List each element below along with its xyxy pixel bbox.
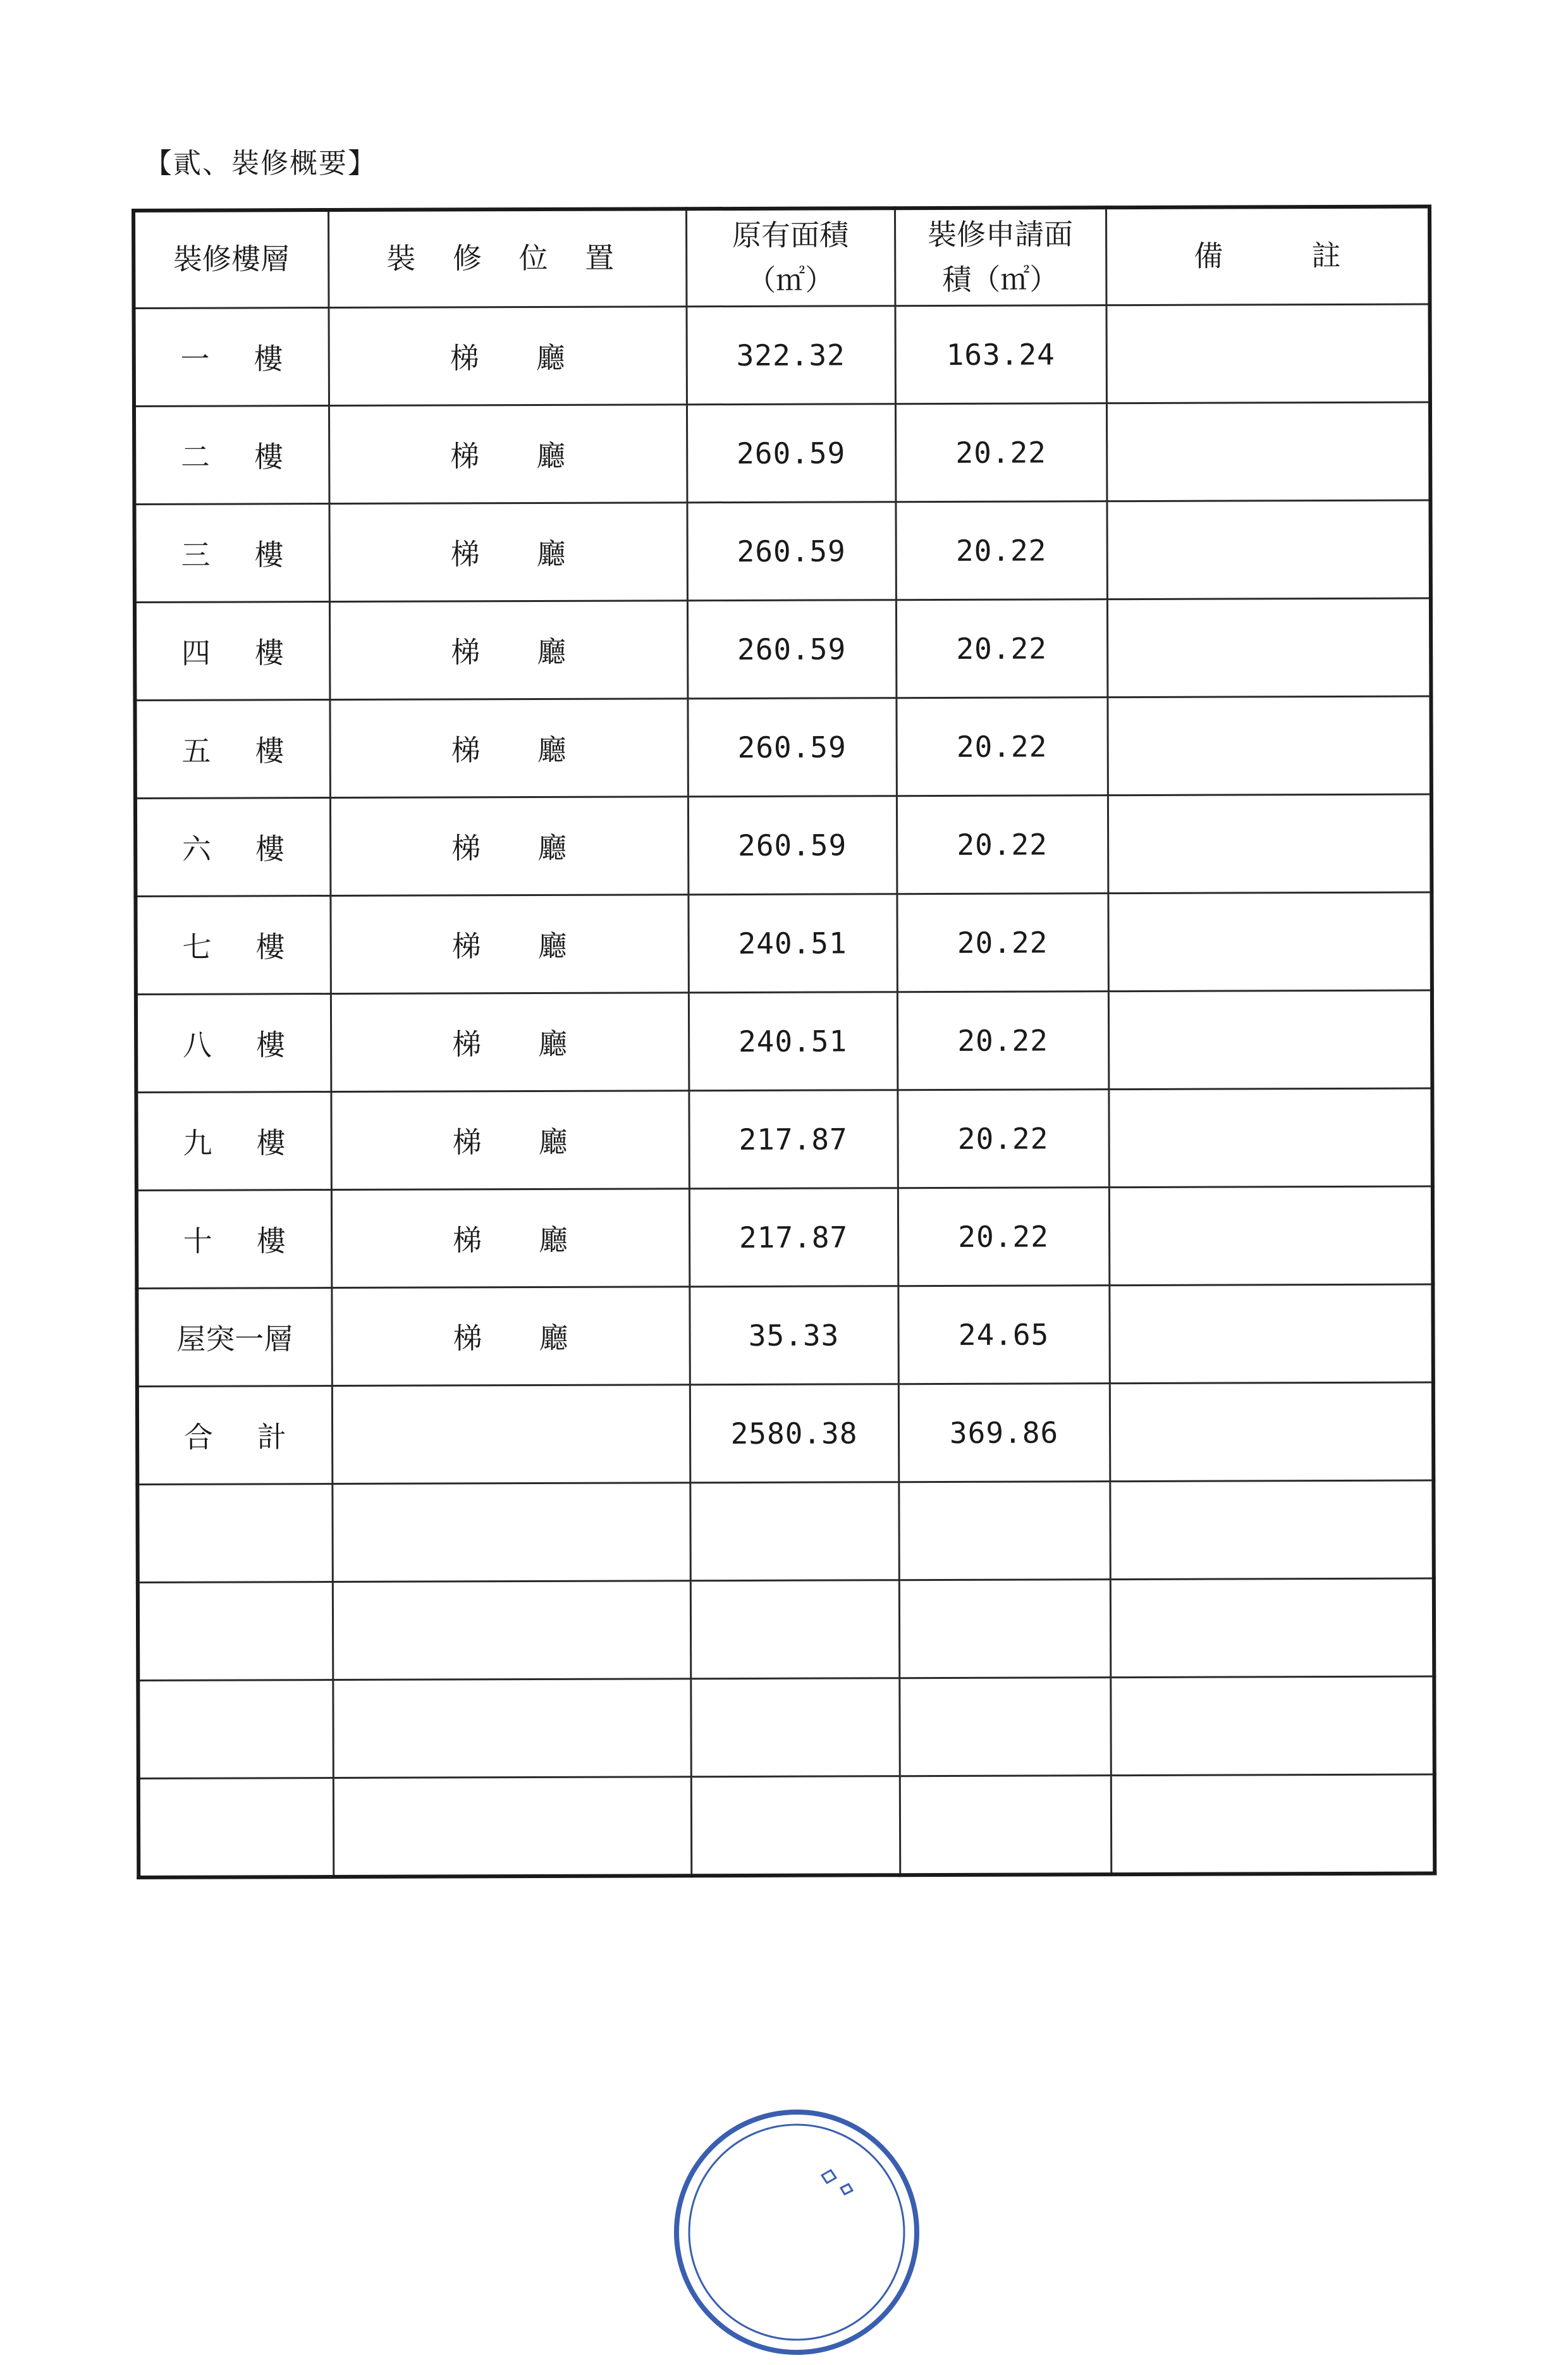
position-label-part: 梯	[451, 831, 481, 866]
floor-label-part: 五	[181, 734, 211, 768]
table-row	[135, 696, 1431, 798]
total-position-cell	[332, 1385, 690, 1484]
original-area-cell	[689, 1286, 898, 1385]
header-original-area-label: 原有面積	[732, 218, 849, 252]
total-label-part: 合	[183, 1420, 213, 1454]
applied-area-cell	[895, 305, 1106, 404]
original-area-cell	[689, 992, 897, 1091]
position-label-part: 梯	[452, 1125, 482, 1160]
position-cell	[329, 699, 687, 798]
header-floor	[133, 210, 328, 308]
table-row	[134, 500, 1430, 602]
position-cell	[331, 1091, 689, 1190]
blank-cell	[899, 1678, 1110, 1776]
original-area-value: 260.59	[737, 534, 846, 568]
original-area-value: 260.59	[737, 730, 847, 765]
original-area-cell	[686, 306, 895, 405]
header-applied-area	[895, 207, 1106, 306]
floor-label-part: 七	[182, 930, 212, 964]
position-label-part: 廳	[538, 1026, 568, 1061]
blank-cell	[138, 1582, 333, 1681]
applied-area-value: 24.65	[958, 1317, 1050, 1352]
applied-area-cell	[898, 1286, 1109, 1384]
renovation-summary-table	[132, 205, 1436, 1879]
blank-cell	[137, 1484, 332, 1583]
applied-area-value: 20.22	[957, 925, 1048, 960]
floor-cell	[136, 1092, 331, 1191]
total-row	[137, 1382, 1433, 1484]
applied-area-value: 20.22	[957, 1121, 1049, 1156]
original-area-value: 260.59	[737, 436, 846, 470]
position-cell	[328, 307, 686, 406]
applied-area-value: 20.22	[955, 435, 1047, 470]
total-applied-value: 369.86	[949, 1415, 1059, 1450]
floor-label-part: 樓	[255, 734, 285, 768]
total-original-value: 2580.38	[730, 1416, 858, 1451]
position-cell	[329, 503, 687, 602]
floor-label-part: 一	[180, 341, 210, 376]
floor-cell	[134, 504, 329, 603]
floor-cell	[133, 308, 328, 407]
floor-label-part: 樓	[256, 1126, 286, 1160]
original-area-value: 260.59	[737, 828, 847, 863]
floor-cell	[137, 1190, 331, 1289]
header-original-area-unit: （㎡）	[747, 262, 835, 297]
blank-cell	[332, 1483, 690, 1582]
table-body	[133, 304, 1435, 1877]
position-label-part: 梯	[452, 1027, 482, 1062]
blank-cell	[690, 1482, 898, 1581]
applied-area-cell	[895, 403, 1106, 502]
original-area-value: 240.51	[738, 926, 847, 961]
table-row	[137, 1284, 1433, 1386]
floor-label-part: 樓	[254, 439, 284, 474]
blank-row	[138, 1774, 1435, 1877]
applied-area-cell	[898, 1188, 1109, 1286]
position-label-part: 梯	[451, 733, 481, 768]
original-area-cell	[687, 502, 895, 601]
original-area-cell	[687, 600, 896, 699]
original-area-cell	[689, 1090, 897, 1189]
remarks-cell	[1108, 990, 1432, 1090]
table-header-row	[133, 207, 1430, 309]
blank-cell	[1110, 1480, 1433, 1580]
position-label-part: 廳	[539, 1320, 568, 1355]
remarks-cell	[1108, 794, 1431, 894]
total-applied-cell	[898, 1384, 1110, 1482]
position-label-part: 廳	[536, 536, 566, 571]
original-area-cell	[687, 698, 896, 797]
applied-area-cell	[897, 1090, 1108, 1188]
floor-label-part: 樓	[254, 341, 283, 376]
official-seal-stamp	[664, 2099, 929, 2365]
applied-area-cell	[896, 599, 1107, 698]
applied-area-value: 20.22	[956, 631, 1048, 666]
applied-area-value: 20.22	[957, 1023, 1048, 1058]
floor-label-part: 十	[183, 1224, 212, 1258]
table-row	[133, 304, 1430, 406]
applied-area-value: 20.22	[958, 1219, 1049, 1254]
remarks-cell	[1106, 304, 1430, 403]
position-label-part: 廳	[537, 830, 567, 865]
blank-cell	[900, 1776, 1111, 1876]
blank-cell	[138, 1680, 333, 1779]
original-area-value: 217.87	[738, 1122, 848, 1157]
blank-cell	[333, 1679, 690, 1778]
position-label-part: 梯	[450, 537, 480, 572]
table-row	[137, 1186, 1433, 1288]
remarks-cell	[1109, 1284, 1433, 1384]
header-remarks-right: 註	[1311, 238, 1341, 273]
header-floor-label: 裝修樓層	[173, 242, 290, 277]
table-row	[136, 1088, 1432, 1190]
remarks-cell	[1107, 696, 1431, 796]
remarks-cell	[1108, 1088, 1432, 1188]
floor-label-part: 三	[181, 538, 211, 572]
applied-area-cell	[897, 894, 1108, 992]
original-area-value: 260.59	[737, 632, 847, 666]
blank-cell	[690, 1678, 899, 1777]
original-area-value: 322.32	[736, 338, 845, 372]
position-label-part: 梯	[453, 1223, 482, 1258]
blank-row	[137, 1480, 1433, 1582]
floor-cell	[135, 602, 329, 701]
position-cell	[329, 405, 687, 504]
header-remarks-left: 備	[1194, 238, 1223, 274]
table-row	[135, 598, 1431, 700]
floor-cell	[135, 700, 329, 799]
position-label-part: 廳	[536, 438, 566, 473]
floor-cell	[134, 406, 329, 505]
header-position-label: 裝 修 位 置	[386, 240, 628, 276]
floor-label-part: 樓	[254, 538, 284, 572]
original-area-cell	[688, 894, 897, 993]
position-label-part: 廳	[539, 1222, 568, 1257]
total-label-part: 計	[257, 1420, 286, 1454]
table-row	[135, 794, 1431, 896]
position-cell	[331, 1287, 689, 1386]
blank-cell	[691, 1776, 900, 1876]
floor-label-part: 六	[181, 832, 212, 866]
position-cell	[331, 993, 689, 1092]
blank-cell	[1111, 1774, 1435, 1874]
floor-label-part: 四	[181, 636, 211, 670]
floor-label-part: 樓	[256, 1224, 286, 1258]
applied-area-value: 20.22	[956, 729, 1048, 764]
position-label-part: 廳	[537, 634, 567, 669]
original-area-value: 217.87	[738, 1220, 848, 1255]
remarks-cell	[1106, 402, 1430, 501]
total-remarks-cell	[1110, 1382, 1433, 1482]
header-applied-area-unit: 積（㎡）	[942, 262, 1059, 297]
floor-cell	[136, 994, 331, 1093]
applied-area-cell	[897, 796, 1108, 894]
floor-label-part: 樓	[255, 930, 285, 964]
floor-label: 屋突一層	[176, 1322, 293, 1356]
floor-cell	[135, 896, 330, 995]
header-original-area	[686, 208, 895, 307]
blank-row	[138, 1676, 1434, 1778]
position-label-part: 梯	[451, 635, 481, 670]
applied-area-cell	[896, 697, 1107, 796]
floor-cell	[137, 1288, 331, 1387]
applied-area-cell	[897, 992, 1108, 1090]
floor-label-part: 九	[183, 1126, 212, 1160]
header-remarks	[1106, 207, 1430, 305]
position-cell	[330, 895, 688, 994]
remarks-cell	[1107, 598, 1431, 697]
original-area-cell	[689, 1188, 898, 1287]
floor-label-part: 樓	[255, 1028, 285, 1062]
position-label-part: 梯	[450, 341, 479, 376]
blank-row	[138, 1578, 1434, 1680]
position-label-part: 梯	[450, 439, 480, 474]
blank-cell	[1110, 1578, 1434, 1678]
applied-area-value: 20.22	[957, 827, 1048, 862]
applied-area-value: 20.22	[955, 533, 1047, 568]
floor-label-part: 八	[182, 1028, 212, 1062]
header-applied-area-label: 裝修申請面	[928, 217, 1074, 252]
blank-cell	[138, 1778, 333, 1877]
table-row	[134, 402, 1430, 504]
table-row	[136, 990, 1432, 1092]
header-position	[328, 209, 686, 307]
position-cell	[331, 1189, 689, 1288]
floor-label-part: 二	[180, 439, 211, 474]
original-area-value: 240.51	[738, 1024, 848, 1059]
position-label-part: 廳	[538, 1124, 568, 1159]
position-label-part: 廳	[537, 928, 567, 963]
applied-area-value: 163.24	[946, 337, 1055, 372]
position-label-part: 廳	[537, 732, 567, 767]
remarks-cell	[1106, 500, 1430, 599]
blank-cell	[899, 1580, 1110, 1678]
table-row	[135, 892, 1431, 994]
floor-label-part: 樓	[255, 832, 285, 866]
floor-cell	[135, 798, 330, 897]
original-area-cell	[687, 404, 895, 503]
total-label-cell	[137, 1386, 332, 1485]
position-label-part: 梯	[451, 929, 481, 964]
blank-cell	[333, 1777, 691, 1877]
position-label-part: 廳	[536, 340, 565, 375]
original-area-value: 35.33	[748, 1318, 840, 1353]
position-cell	[330, 797, 688, 896]
remarks-cell	[1109, 1186, 1433, 1286]
blank-cell	[690, 1580, 899, 1679]
total-original-cell	[690, 1384, 898, 1483]
position-cell	[329, 601, 687, 700]
remarks-cell	[1108, 892, 1431, 992]
section-title: 【貳、裝修概要】	[144, 147, 377, 180]
blank-cell	[333, 1581, 690, 1680]
applied-area-cell	[895, 501, 1106, 600]
floor-label-part: 樓	[254, 636, 285, 670]
original-area-cell	[688, 796, 897, 895]
blank-cell	[898, 1482, 1110, 1580]
blank-cell	[1110, 1676, 1434, 1776]
position-label-part: 梯	[453, 1321, 482, 1356]
